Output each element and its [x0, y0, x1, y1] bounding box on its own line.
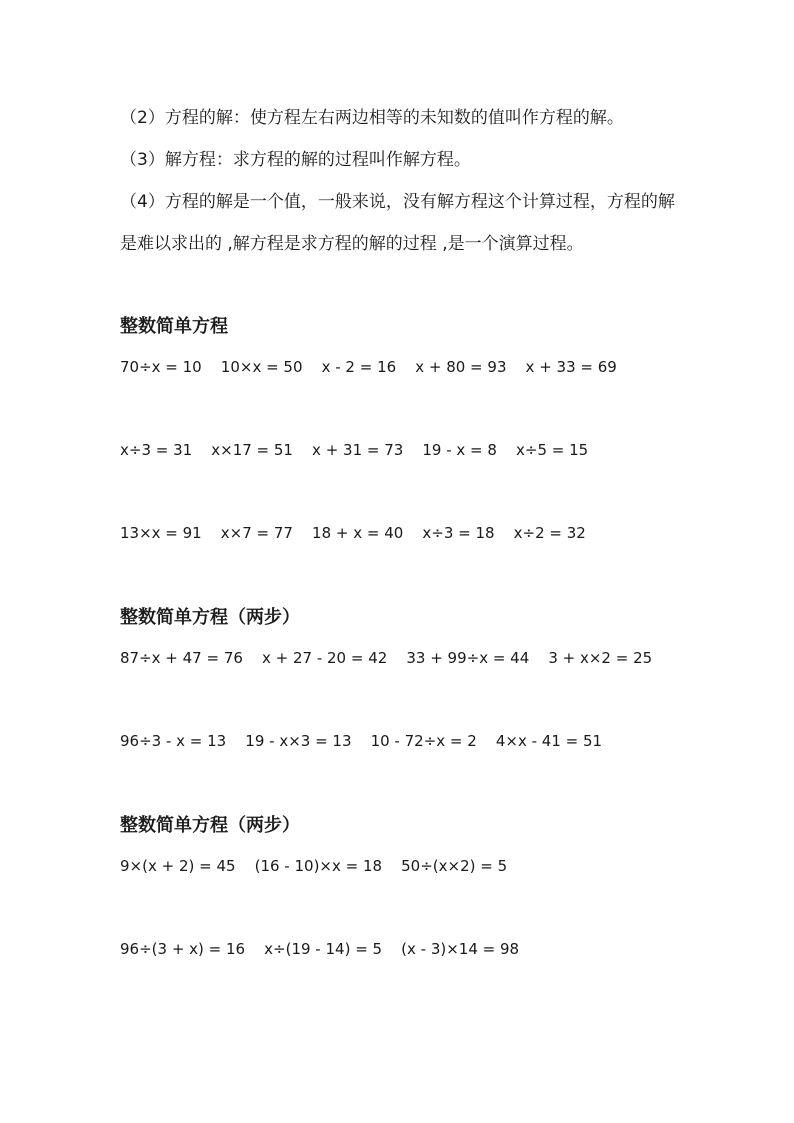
equation-row: 13×x = 91 x×7 = 77 18 + x = 40 x÷3 = 18 x÷2 = 32: [120, 524, 586, 542]
definition-4: （4）方程的解是一个值，一般来说，没有解方程这个计算过程，方程的解是难以求出的 ,解方程是求方程的解的过程 ,是一个演算过程。: [120, 192, 675, 254]
equation-row: 96÷(3 + x) = 16 x÷(19 - 14) = 5 (x - 3)×14 = 98: [120, 940, 520, 958]
equation-row: x÷3 = 31 x×17 = 51 x + 31 = 73 19 - x = 8 x÷5 = 15: [120, 441, 589, 459]
section-title: 整数简单方程（两步）: [120, 815, 300, 836]
equation-row: 96÷3 - x = 13 19 - x×3 = 13 10 - 72÷x = 2 4×x - 41 = 51: [120, 732, 603, 750]
section-title: 整数简单方程（两步）: [120, 607, 300, 628]
equation-row: 70÷x = 10 10×x = 50 x - 2 = 16 x + 80 = 93 x + 33 = 69: [120, 358, 617, 376]
definition-2: （2）方程的解：使方程左右两边相等的未知数的值叫作方程的解。: [120, 108, 624, 128]
definition-3: （3）解方程：求方程的解的过程叫作解方程。: [120, 150, 471, 170]
equation-row: 87÷x + 47 = 76 x + 27 - 20 = 42 33 + 99÷x = 44 3 + x×2 = 25: [120, 649, 653, 667]
section-title: 整数简单方程: [120, 316, 228, 337]
equation-row: 9×(x + 2) = 45 (16 - 10)×x = 18 50÷(x×2) = 5: [120, 857, 508, 875]
